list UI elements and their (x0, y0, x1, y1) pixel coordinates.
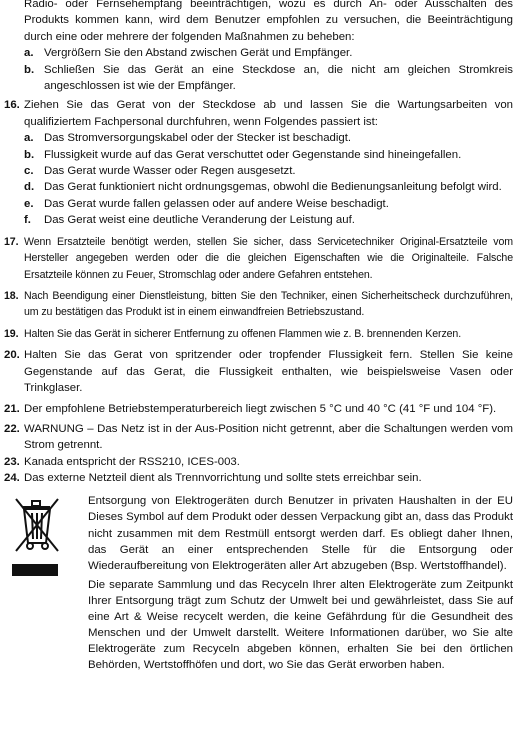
numbered-item-16 (4, 97, 513, 130)
item-number: 21. (4, 403, 20, 416)
item-text: Das Gerat funktioniert nicht ordnungsgemas, obwohl die Bedienungsanleitung befolgt wird. (44, 181, 502, 194)
numbered-item-22 (4, 421, 513, 454)
sub-item-16f (24, 212, 513, 228)
weee-paragraph-1: Entsorgung von Elektrogeräten durch Benutzer in privaten Haushalten in der EU Dieses Symbol auf dem Produkt oder dessen Verpackung gibt an, dass das Produkt nicht zusammen mit dem Restmüll entsorgt werden darf. Es obliegt daher Ihnen, das Gerät an einer entsprechenden Stelle für die Entsorgung oder Wiederaufbereitung von Elektrogeräten aller Art abzugeben (Bsp. Wertstoffhandel). (88, 495, 513, 572)
weee-black-bar (12, 564, 58, 576)
item-letter: b. (24, 148, 35, 161)
item-text: Vergrößern Sie den Abstand zwischen Gerät und Empfänger. (44, 47, 353, 60)
item-text: Halten Sie das Gerät in sicherer Entfernung zu offenen Flammen wie z. B. brennenden Kerzen. (24, 327, 462, 340)
item-text: Ziehen Sie das Gerat von der Steckdose ab und lassen Sie die Wartungsarbeiten von qualifiziertem Fachpersonal durchfuhren, wenn Folgendes passiert ist: (24, 99, 513, 128)
item-letter: a. (24, 132, 34, 145)
item-letter: a. (24, 47, 34, 60)
item-text: Das Gerat weist eine deutliche Veranderung der Leistung auf. (44, 214, 355, 227)
item-text: Der empfohlene Betriebstemperaturbereich liegt zwischen 5 °C und 40 °C (41 °F und 104 °F). (24, 403, 497, 416)
item-text: WARNUNG – Das Netz ist in der Aus-Position nicht getrennt, aber die Schaltungen werden vom Strom getrennt. (24, 422, 513, 452)
item-text: Flussigkeit wurde auf das Gerat verschuttet oder Gegenstande sind hineingefallen. (44, 148, 462, 161)
weee-text-column (88, 493, 513, 673)
item-number: 16. (4, 99, 20, 112)
item-number: 24. (4, 471, 20, 484)
numbered-item-24 (4, 470, 513, 486)
item-letter: f. (24, 214, 31, 227)
numbered-item-19 (4, 326, 513, 342)
numbered-item-23 (4, 454, 513, 470)
item-text: Wenn Ersatzteile benötigt werden, stellen Sie sicher, dass Servicetechniker Original-Ersatzteile vom Hersteller angegeben werden oder die die gleichen Eigenschaften wie die Originalteile. Falsche Ersatzteile können zu Feuer, Stromschlag oder andere Gefahren entstehen. (24, 235, 513, 281)
item-text: Nach Beendigung einer Dienstleistung, bitten Sie den Techniker, einen Sicherheitscheck durchzuführen, um zu bestätigen das Produkt ist in einem einwandfreien Betriebszustand. (24, 289, 513, 319)
item-text: Das Stromversorgungskabel oder der Stecker ist beschadigt. (44, 132, 352, 145)
item-letter: b. (24, 63, 35, 76)
weee-disposal-section (4, 493, 513, 673)
item-letter: c. (24, 165, 34, 178)
weee-paragraph-2: Die separate Sammlung und das Recyceln Ihrer alten Elektrogeräte zum Zeitpunkt Ihrer Entsorgung trägt zum Schutz der Umwelt bei und gewährleistet, dass Sie auf eine Art & Weise recycelt werden, die keine Gefährdung für die Gesundheit des Menschen und der Umwelt darstellt. Weitere Informationen darüber, wo Sie alte Elektrogeräte zum Recyceln abgeben können, erhalten Sie bei den örtlichen Behörden, Wertstoffhöfen und dort, wo Sie das Gerät erworben haben. (88, 578, 513, 672)
item-number: 22. (4, 422, 20, 435)
sub-item-16c (24, 163, 513, 179)
item-text: Das Gerat wurde fallen gelassen oder auf andere Weise beschadigt. (44, 197, 389, 210)
item-number: 23. (4, 455, 20, 468)
item-number: 19. (4, 327, 19, 340)
item-text: Schließen Sie das Gerät an eine Steckdose an, die nicht am gleichen Stromkreis angeschlossen ist wie der Empfänger. (44, 63, 513, 93)
numbered-item-17 (4, 234, 513, 283)
sub-item-16d (24, 179, 513, 195)
weee-icon-column (4, 493, 88, 673)
item-number: 20. (4, 349, 20, 362)
item-text: Das externe Netzteil dient als Trennvorrichtung und sollte stets erreichbar sein. (24, 471, 422, 484)
numbered-item-18 (4, 288, 513, 321)
sub-item-16b (24, 147, 513, 163)
intro-paragraph: Radio- oder Fernsehempfang beeinträchtigen, wozu es durch An- oder Ausschalten des Produkts kommen kann, wird dem Benutzer empfohlen zu versuchen, die Beeinträchtigung durch eine oder mehrere der folgenden Maßnahmen zu beheben: (24, 0, 513, 43)
sub-item-16e (24, 196, 513, 212)
item-text: Das Gerat wurde Wasser oder Regen ausgesetzt. (44, 165, 296, 178)
sub-item-16a (24, 130, 513, 146)
intro-item-a (24, 45, 513, 61)
numbered-item-20 (4, 347, 513, 396)
item-text: Kanada entspricht der RSS210, ICES-003. (24, 455, 240, 468)
item-number: 18. (4, 289, 19, 302)
item-number: 17. (4, 235, 19, 248)
item-letter: d. (24, 181, 35, 194)
intro-item-b (24, 62, 513, 95)
numbered-item-21 (4, 401, 513, 417)
item-text: Halten Sie das Gerat von spritzender oder tropfender Flussigkeit fern. Stellen Sie keine Gegenstande auf das Gerat, die Flussigkeit enthalten, wie beispielsweise Vasen oder Trinkglaser. (24, 349, 513, 394)
crossed-out-wheelie-bin-icon (10, 495, 64, 555)
item-letter: e. (24, 197, 34, 210)
